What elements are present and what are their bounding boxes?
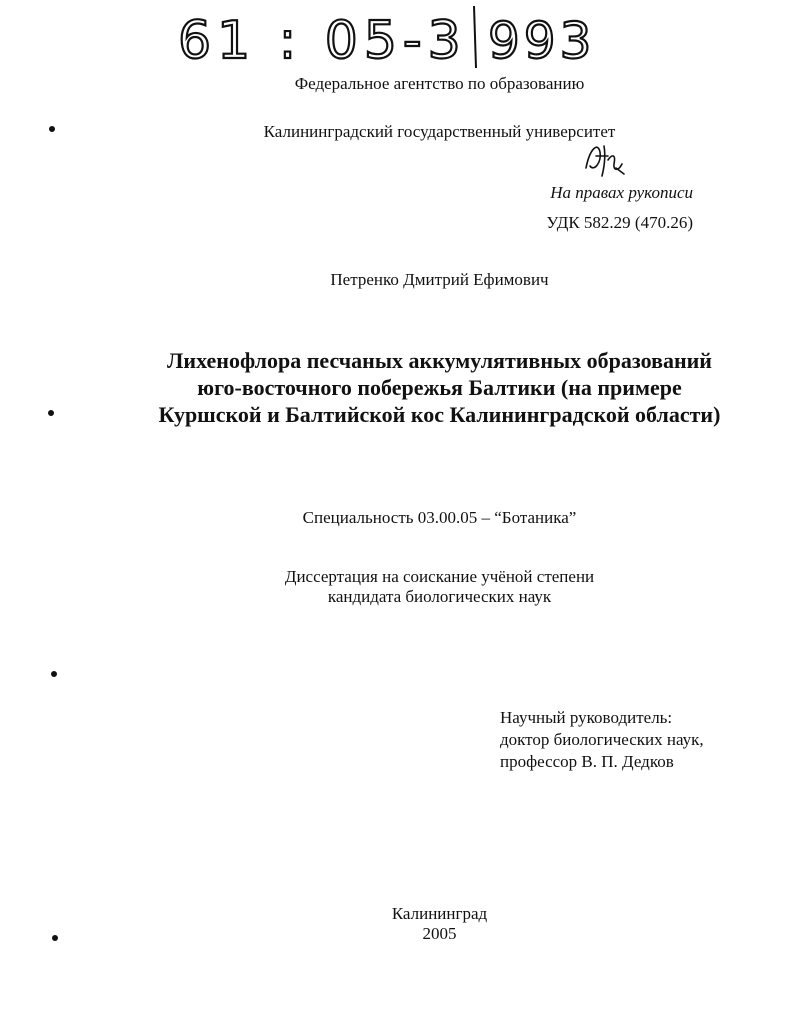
manuscript-rights: На правах рукописи [550,183,693,202]
signature-icon [580,138,630,182]
binding-hole-mark [51,671,57,677]
degree-line-1: Диссертация на соискание учёной степени [284,567,595,586]
university-name: Калининградский государственный университет [263,122,616,141]
handwritten-divider [474,6,476,68]
binding-hole-mark [48,410,54,416]
city: Калининград [391,904,488,923]
degree-line-2: кандидата биологических наук [327,587,552,606]
handwritten-archive-code [176,0,606,70]
handwritten-code-part2: 993 [488,12,596,70]
udc-code: УДК 582.29 (470.26) [546,213,693,232]
city-year [40,904,799,944]
binding-hole-mark [52,935,58,941]
scientific-supervisor [500,707,704,773]
binding-hole-mark [49,126,55,132]
dissertation-title [40,347,799,428]
year: 2005 [422,924,457,943]
specialty: Специальность 03.00.05 – “Ботаника” [302,508,577,527]
agency-name: Федеральное агентство по образованию [294,74,585,93]
title-line-1: Лихенофлора песчаных аккумулятивных образований [167,348,712,373]
supervisor-line-1: Научный руководитель: [500,708,673,727]
handwritten-code-part1: 61 : 05-3 [178,11,467,70]
degree-statement [40,567,799,607]
supervisor-line-2: доктор биологических наук, [500,730,704,749]
author-name: Петренко Дмитрий Ефимович [330,270,549,289]
supervisor-line-3: профессор В. П. Дедков [500,752,674,771]
title-line-3: Куршской и Балтийской кос Калининградской области) [158,402,721,427]
title-line-2: юго-восточного побережья Балтики (на примере [197,375,682,400]
